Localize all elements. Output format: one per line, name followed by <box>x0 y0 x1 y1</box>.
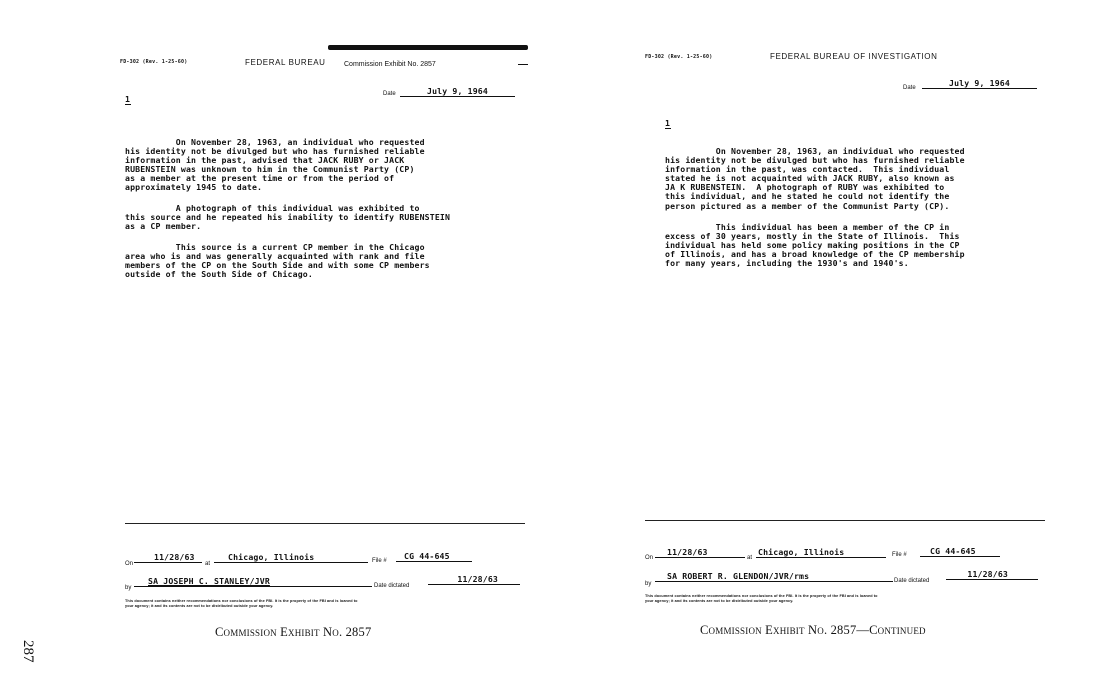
by-label: by <box>645 581 652 587</box>
form-number: FD-302 (Rev. 1-25-60) <box>645 54 713 60</box>
page-number: 1 <box>125 94 131 104</box>
footer-rule <box>645 520 1045 521</box>
footer-rule <box>125 523 525 524</box>
file-label: File # <box>372 558 387 564</box>
file-number: CG 44-645 <box>396 552 472 562</box>
by-label: by <box>125 585 132 591</box>
at-label: at <box>747 555 753 561</box>
header-dash <box>518 64 528 65</box>
disclaimer: This document contains neither recommendations nor conclusions of the FBI. It is the property of the FBI and is loaned to your agency; it and its contents are not to be distributed outside your agency. <box>125 599 358 608</box>
agent-name: SA JOSEPH C. STANLEY/JVR <box>134 577 372 587</box>
paragraph-2: This individual has been a member of the CP in excess of 30 years, mostly in the State of Illinois. This individual has held some policy making positions in the CP of Illinois, and has a broad knowledge of the CP membership for many years, including the 1930's and 1940's. <box>665 222 965 269</box>
paragraph-1: On November 28, 1963, an individual who requested his identity not be divulged but who has furnished reliable information in the past, was contacted. This individual stated he is not acquainted with JACK RUBY, also known as JA K RUBENSTEIN. A photograph of RUBY was exhibited to this individual, and he stated he could not identify the person pictured as a member of the Communist Party (CP). <box>665 146 965 211</box>
paragraph-3: This source is a current CP member in the Chicago area who is and was generally acquainted with rank and file members of the CP on the South Side and with some CP members outside of the South Side of Chicago. <box>125 242 430 280</box>
page-number: 1 <box>665 118 671 128</box>
on-label: On <box>125 561 134 567</box>
bureau-heading: FEDERAL BUREAU <box>245 58 326 67</box>
page-number-underline <box>665 128 671 129</box>
exhibit-caption: Commission Exhibit No. 2857—Continued <box>700 623 926 637</box>
interview-location: Chicago, Illinois <box>756 548 886 558</box>
report-date: July 9, 1964 <box>400 87 515 97</box>
disclaimer: This document contains neither recommendations nor conclusions of the FBI. It is the property of the FBI and is loaned to your agency; it and its contents are not to be distributed outside your agency. <box>645 594 878 603</box>
exhibit-stamp: Commission Exhibit No. 2857 <box>344 61 436 68</box>
dictated-date: 11/28/63 <box>428 575 520 585</box>
agent-name: SA ROBERT R. GLENDON/JVR/rms <box>655 572 893 582</box>
report-date: July 9, 1964 <box>922 79 1037 89</box>
file-number: CG 44-645 <box>920 547 1000 557</box>
form-number: FD-302 (Rev. 1-25-60) <box>120 59 188 65</box>
file-label: File # <box>892 552 907 558</box>
interview-date: 11/28/63 <box>134 553 202 563</box>
bureau-heading: FEDERAL BUREAU OF INVESTIGATION <box>770 52 938 61</box>
at-label: at <box>205 561 211 567</box>
interview-location: Chicago, Illinois <box>214 553 368 563</box>
paragraph-1: On November 28, 1963, an individual who requested his identity not be divulged but who has furnished reliable information in the past, advised that JACK RUBY or JACK RUBENSTEIN was unknown to him in the Communist Party (CP) as a member at the present time or from the period of approximately 1945 to date. <box>125 137 425 193</box>
header-redaction-bar <box>328 45 528 50</box>
page-number-underline <box>125 104 131 105</box>
dictated-label: Date dictated <box>894 578 930 584</box>
page-margin-number: 287 <box>20 640 36 663</box>
dictated-label: Date dictated <box>374 583 410 589</box>
date-label: Date <box>903 85 916 91</box>
paragraph-2: A photograph of this individual was exhibited to this source and he repeated his inability to identify RUBENSTEIN as a CP member. <box>125 203 451 232</box>
on-label: On <box>645 555 654 561</box>
exhibit-caption: Commission Exhibit No. 2857 <box>215 625 372 639</box>
interview-date: 11/28/63 <box>655 548 745 558</box>
dictated-date: 11/28/63 <box>946 570 1038 580</box>
date-label: Date <box>383 91 396 97</box>
